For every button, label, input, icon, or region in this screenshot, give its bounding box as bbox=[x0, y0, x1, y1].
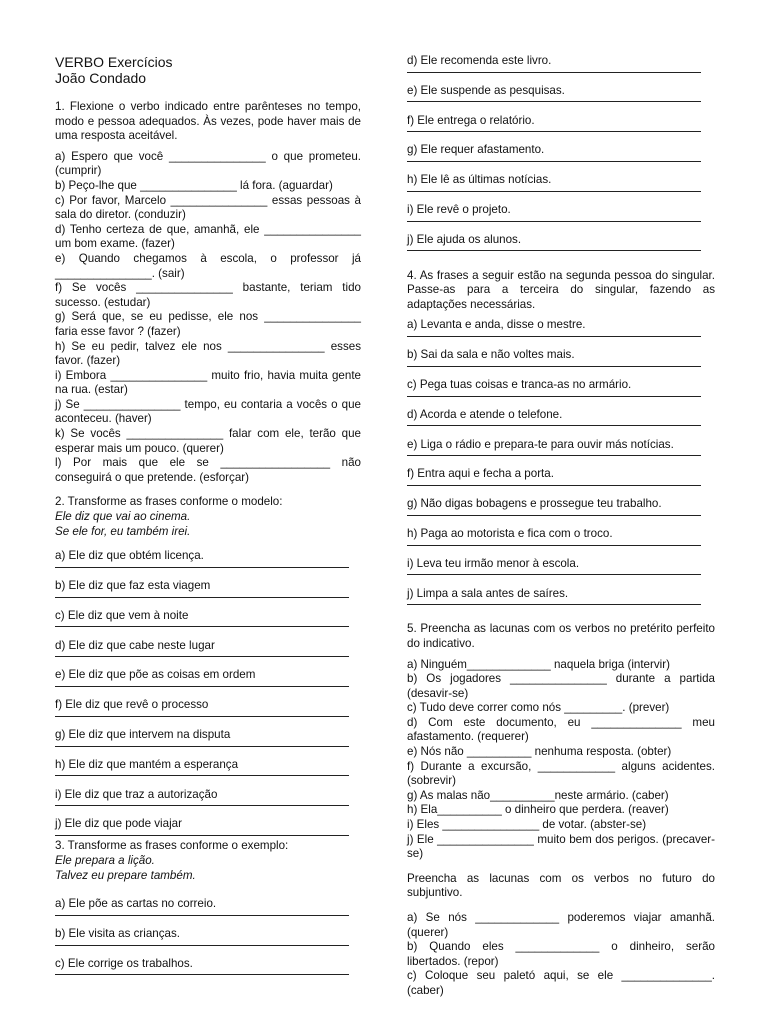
answer-line[interactable] bbox=[407, 425, 701, 426]
section2-list bbox=[55, 549, 361, 839]
section4-list bbox=[407, 318, 715, 616]
answer-line[interactable] bbox=[55, 974, 349, 975]
answer-line[interactable] bbox=[55, 686, 349, 687]
exercise-item: j) Se _______________ tempo, eu contaria a vocês o que aconteceu. (haver) bbox=[55, 397, 361, 426]
answer-item bbox=[407, 173, 715, 203]
answer-line[interactable] bbox=[55, 567, 349, 568]
section5-list bbox=[407, 658, 715, 862]
exercise-item: i) Eles _______________ de votar. (abster-se) bbox=[407, 818, 647, 832]
answer-item bbox=[407, 497, 715, 527]
answer-item bbox=[55, 897, 361, 927]
answer-prompt: h) Ele lê as últimas notícias. bbox=[407, 173, 552, 187]
answer-item bbox=[55, 668, 361, 698]
answer-prompt: c) Ele diz que vem à noite bbox=[55, 608, 189, 622]
answer-item bbox=[55, 639, 361, 669]
section5-instruction: 5. Preencha as lacunas com os verbos no pretérito perfeito do indicativo. bbox=[407, 622, 715, 650]
answer-line[interactable] bbox=[55, 805, 349, 806]
answer-item bbox=[407, 203, 715, 233]
answer-line[interactable] bbox=[407, 366, 701, 367]
exercise-item: i) Embora _______________ muito frio, havia muita gente na rua. (estar) bbox=[55, 368, 361, 397]
answer-item bbox=[55, 728, 361, 758]
exercise-item: e) Nós não __________ nenhuma resposta. (obter) bbox=[407, 745, 672, 759]
answer-line[interactable] bbox=[55, 775, 349, 776]
answer-prompt: c) Ele corrige os trabalhos. bbox=[55, 956, 193, 970]
answer-item bbox=[407, 233, 715, 263]
answer-prompt: c) Pega tuas coisas e tranca-as no armário. bbox=[407, 377, 632, 391]
answer-line[interactable] bbox=[407, 250, 701, 251]
exercise-item: f) Durante a excursão, ____________ alguns acidentes. (sobrevir) bbox=[407, 759, 715, 788]
exercise-item: c) Coloque seu paletó aqui, se ele ______________. (caber) bbox=[407, 969, 715, 997]
exercise-item: a) Ninguém_____________ naquela briga (intervir) bbox=[407, 657, 670, 671]
exercise-item: g) As malas não__________neste armário. (caber) bbox=[407, 788, 669, 802]
exercise-item: b) Os jogadores _______________ durante a partida (desavir-se) bbox=[407, 672, 715, 700]
answer-line[interactable] bbox=[407, 515, 701, 516]
answer-prompt: f) Entra aqui e fecha a porta. bbox=[407, 467, 554, 481]
answer-item bbox=[407, 408, 715, 438]
answer-item bbox=[407, 348, 715, 378]
answer-prompt: i) Ele revê o projeto. bbox=[407, 202, 511, 216]
answer-prompt: d) Acorda e atende o telefone. bbox=[407, 407, 563, 421]
answer-line[interactable] bbox=[55, 656, 349, 657]
exercise-item: l) Por mais que ele se _________________ não conseguirá o que pretende. (esforçar) bbox=[55, 456, 361, 484]
answer-line[interactable] bbox=[407, 131, 701, 132]
section3-example: Ele prepara a lição. bbox=[55, 853, 155, 867]
answer-prompt: g) Ele diz que intervem na disputa bbox=[55, 728, 231, 741]
section2-instruction: 2. Transforme as frases conforme o modelo: bbox=[55, 495, 283, 509]
answer-line[interactable] bbox=[407, 574, 701, 575]
answer-prompt: j) Limpa a sala antes de saíres. bbox=[407, 586, 569, 600]
left-column bbox=[55, 54, 361, 987]
answer-prompt: h) Ele diz que mantém a esperança bbox=[55, 757, 239, 771]
answer-item bbox=[407, 318, 715, 348]
answer-item bbox=[55, 817, 361, 839]
answer-line[interactable] bbox=[55, 945, 349, 946]
answer-line[interactable] bbox=[55, 835, 349, 836]
answer-item bbox=[55, 698, 361, 728]
answer-prompt: j) Ele ajuda os alunos. bbox=[407, 232, 522, 246]
document-title: VERBO Exercícios bbox=[55, 54, 173, 70]
answer-item bbox=[55, 758, 361, 788]
exercise-item: c) Tudo deve correr como nós _________. (prever) bbox=[407, 701, 670, 715]
answer-line[interactable] bbox=[407, 604, 701, 605]
exercise-item: a) Espero que você _______________ o que prometeu. (cumprir) bbox=[55, 149, 361, 178]
answer-prompt: e) Liga o rádio e prepara-te para ouvir más notícias. bbox=[407, 437, 674, 451]
document-author: João Condado bbox=[55, 70, 147, 86]
section3-list-left bbox=[55, 897, 361, 986]
answer-prompt: b) Sai da sala e não voltes mais. bbox=[407, 348, 575, 362]
answer-line[interactable] bbox=[407, 101, 701, 102]
answer-item bbox=[55, 579, 361, 609]
answer-item bbox=[55, 609, 361, 639]
answer-prompt: b) Ele diz que faz esta viagem bbox=[55, 579, 211, 593]
exercise-item: b) Peço-lhe que _______________ lá fora. (aguardar) bbox=[55, 178, 333, 192]
answer-line[interactable] bbox=[55, 626, 349, 627]
answer-prompt: e) Ele suspende as pesquisas. bbox=[407, 83, 565, 97]
answer-item bbox=[55, 549, 361, 579]
exercise-item: d) Tenho certeza de que, amanhã, ele _______________ um bom exame. (fazer) bbox=[55, 222, 361, 251]
answer-prompt: j) Ele diz que pode viajar bbox=[55, 817, 182, 831]
answer-prompt: f) Ele entrega o relatório. bbox=[407, 113, 535, 127]
exercise-item: g) Será que, se eu pedisse, ele nos _______________ faria esse favor ? (fazer) bbox=[55, 310, 361, 338]
answer-prompt: i) Leva teu irmão menor à escola. bbox=[407, 556, 580, 570]
exercise-item: j) Ele _______________ muito bem dos perigos. (precaver-se) bbox=[407, 832, 715, 861]
answer-line[interactable] bbox=[407, 485, 701, 486]
answer-line[interactable] bbox=[407, 191, 701, 192]
answer-prompt: f) Ele diz que revê o processo bbox=[55, 698, 209, 712]
answer-prompt: d) Ele recomenda este livro. bbox=[407, 54, 552, 67]
answer-prompt: h) Paga ao motorista e fica com o troco. bbox=[407, 526, 613, 540]
answer-item bbox=[55, 957, 361, 987]
answer-item bbox=[407, 54, 715, 84]
exercise-item: c) Por favor, Marcelo _______________ essas pessoas à sala do diretor. (conduzir) bbox=[55, 193, 361, 222]
answer-line[interactable] bbox=[407, 161, 701, 162]
section3-example: Talvez eu prepare também. bbox=[55, 868, 196, 882]
right-column bbox=[407, 54, 715, 999]
exercise-item: h) Ela__________ o dinheiro que perdera. (reaver) bbox=[407, 803, 669, 817]
exercise-item: a) Se nós _____________ poderemos viajar amanhã. (querer) bbox=[407, 911, 715, 939]
answer-line[interactable] bbox=[407, 455, 701, 456]
exercise-item: d) Com este documento, eu ______________ meu afastamento. (requerer) bbox=[407, 715, 715, 744]
answer-prompt: i) Ele diz que traz a autorização bbox=[55, 787, 218, 801]
answer-line[interactable] bbox=[407, 396, 701, 397]
section3-list-right bbox=[407, 54, 715, 263]
section6-instruction: Preencha as lacunas com os verbos no futuro do subjuntivo. bbox=[407, 871, 715, 900]
answer-item bbox=[407, 467, 715, 497]
answer-item bbox=[407, 557, 715, 587]
exercise-item: b) Quando eles _____________ o dinheiro, serão libertados. (repor) bbox=[407, 940, 715, 968]
answer-prompt: a) Ele diz que obtém licença. bbox=[55, 549, 204, 563]
answer-prompt: e) Ele diz que põe as coisas em ordem bbox=[55, 668, 256, 682]
answer-line[interactable] bbox=[55, 716, 349, 717]
answer-line[interactable] bbox=[407, 221, 701, 222]
answer-item bbox=[407, 84, 715, 114]
answer-prompt: b) Ele visita as crianças. bbox=[55, 926, 181, 940]
answer-prompt: d) Ele diz que cabe neste lugar bbox=[55, 638, 215, 652]
exercise-item: h) Se eu pedir, talvez ele nos _______________ esses favor. (fazer) bbox=[55, 339, 361, 368]
answer-line[interactable] bbox=[55, 597, 349, 598]
section1-instruction: 1. Flexione o verbo indicado entre parênteses no tempo, modo e pessoa adequados. Às vezes, pode haver mais de uma resposta aceitável. bbox=[55, 100, 361, 143]
section3-instruction: 3. Transforme as frases conforme o exemplo: bbox=[55, 839, 289, 853]
section2-model: Ele diz que vai ao cinema. bbox=[55, 510, 191, 524]
answer-line[interactable] bbox=[407, 545, 701, 546]
answer-item bbox=[407, 438, 715, 468]
answer-item bbox=[55, 927, 361, 957]
answer-line[interactable] bbox=[407, 72, 701, 73]
answer-prompt: g) Não digas bobagens e prossegue teu trabalho. bbox=[407, 497, 662, 511]
answer-line[interactable] bbox=[55, 746, 349, 747]
answer-prompt: a) Levanta e anda, disse o mestre. bbox=[407, 318, 586, 332]
answer-item bbox=[407, 527, 715, 557]
answer-item bbox=[407, 114, 715, 144]
answer-item bbox=[407, 378, 715, 408]
answer-item bbox=[407, 587, 715, 617]
exercise-item: e) Quando chegamos à escola, o professor já _______________. (sair) bbox=[55, 251, 361, 280]
section6-list bbox=[407, 911, 715, 999]
answer-line[interactable] bbox=[407, 336, 701, 337]
answer-line[interactable] bbox=[55, 915, 349, 916]
answer-prompt: g) Ele requer afastamento. bbox=[407, 143, 545, 157]
section4-instruction: 4. As frases a seguir estão na segunda pessoa do singular. Passe-as para a terceira do singular, fazendo as adaptações necessárias. bbox=[407, 268, 715, 311]
exercise-item: f) Se vocês _______________ bastante, teriam tido sucesso. (estudar) bbox=[55, 281, 361, 309]
section2-model: Se ele for, eu também irei. bbox=[55, 524, 191, 538]
exercise-item: k) Se vocês _______________ falar com ele, terão que esperar mais um pouco. (querer) bbox=[55, 427, 361, 455]
answer-item bbox=[55, 788, 361, 818]
section1-list bbox=[55, 150, 361, 486]
answer-item bbox=[407, 143, 715, 173]
answer-prompt: a) Ele põe as cartas no correio. bbox=[55, 897, 217, 911]
